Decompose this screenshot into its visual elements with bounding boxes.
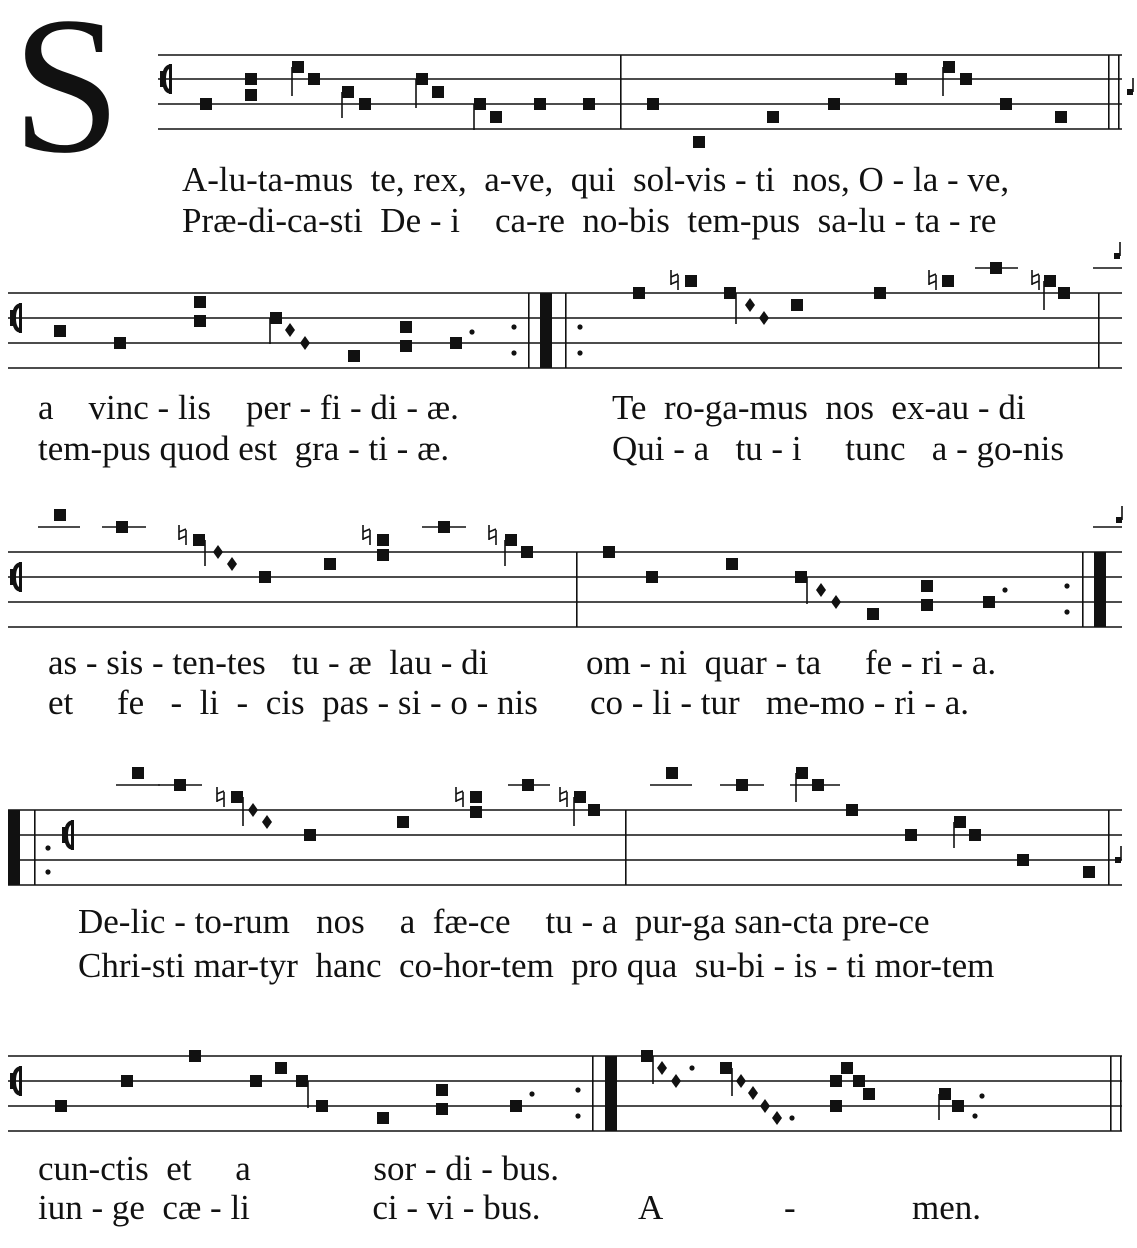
punctum [693, 136, 705, 148]
rhombus [736, 1074, 746, 1088]
punctum [397, 816, 409, 828]
punctum [830, 1100, 842, 1112]
punctum [377, 534, 389, 546]
punctum [436, 1103, 448, 1115]
c-clef-stem [19, 1066, 22, 1096]
bar-line [8, 810, 20, 885]
mora-dot [1002, 587, 1007, 592]
punctum [603, 546, 615, 558]
lyric-line-1-verse-2: Præ-di-ca-sti De - i ca-re no-bis tem-pus sa-lu - ta - re [182, 201, 997, 240]
c-clef-stem [169, 64, 172, 94]
rhombus [745, 298, 755, 312]
mora-dot [45, 845, 50, 850]
mora-dot [469, 329, 474, 334]
punctum [231, 791, 243, 803]
punctum [942, 275, 954, 287]
c-clef-stem [19, 562, 22, 592]
punctum [470, 791, 482, 803]
rhombus [831, 595, 841, 609]
punctum [1083, 866, 1095, 878]
punctum [474, 98, 486, 110]
punctum [895, 73, 907, 85]
punctum [846, 804, 858, 816]
mora-dot [529, 1091, 534, 1096]
bar-line [605, 1056, 617, 1131]
bar-line [1110, 1056, 1112, 1131]
punctum [189, 1050, 201, 1062]
punctum [874, 287, 886, 299]
punctum [828, 98, 840, 110]
punctum [767, 111, 779, 123]
punctum [470, 806, 482, 818]
punctum [450, 337, 462, 349]
punctum [245, 89, 257, 101]
punctum [121, 1075, 133, 1087]
lyric-line-3a-verse-1: as - sis - ten-tes tu - æ lau - di [48, 643, 489, 682]
lyric-line-3a-verse-2: et fe - li - cis pas - si - o - nis [48, 683, 538, 722]
bar-line [625, 810, 627, 885]
natural-sign [489, 525, 496, 545]
punctum [921, 599, 933, 611]
punctum [1044, 275, 1056, 287]
natural-sign [456, 787, 463, 807]
rhombus [671, 1074, 681, 1088]
punctum [296, 1075, 308, 1087]
rhombus [748, 1086, 758, 1100]
punctum [359, 98, 371, 110]
punctum [342, 86, 354, 98]
punctum [812, 779, 824, 791]
initial-letter: S [12, 0, 122, 194]
mora-dot [972, 1113, 977, 1118]
punctum [522, 779, 534, 791]
mora-dot [511, 324, 516, 329]
rhombus [772, 1111, 782, 1125]
punctum [432, 86, 444, 98]
punctum [505, 534, 517, 546]
punctum [259, 571, 271, 583]
punctum [791, 299, 803, 311]
punctum [960, 73, 972, 85]
punctum [174, 779, 186, 791]
punctum [720, 1062, 732, 1074]
c-clef-stem [71, 820, 74, 850]
punctum [348, 350, 360, 362]
natural-sign [671, 270, 678, 290]
rhombus [227, 557, 237, 571]
bar-line [528, 293, 530, 368]
natural-sign [929, 270, 936, 290]
bar-line [1082, 552, 1084, 627]
natural-sign [217, 787, 224, 807]
punctum [324, 558, 336, 570]
punctum [863, 1088, 875, 1100]
mora-dot [575, 1087, 580, 1092]
bar-line [34, 810, 36, 885]
rhombus [213, 545, 223, 559]
punctum [990, 262, 1002, 274]
amen-syllable-men: men. [912, 1188, 982, 1227]
rhombus [248, 803, 258, 817]
bar-line [592, 1056, 594, 1131]
mora-dot [1064, 609, 1069, 614]
punctum [939, 1088, 951, 1100]
punctum [250, 1075, 262, 1087]
punctum [952, 1100, 964, 1112]
punctum [521, 546, 533, 558]
natural-sign [363, 525, 370, 545]
punctum [304, 829, 316, 841]
punctum [416, 73, 428, 85]
mora-dot [577, 324, 582, 329]
bar-line [576, 552, 578, 627]
punctum [400, 321, 412, 333]
punctum [245, 73, 257, 85]
punctum [1058, 287, 1070, 299]
punctum [194, 296, 206, 308]
natural-sign [1032, 270, 1039, 290]
punctum [983, 596, 995, 608]
punctum [54, 509, 66, 521]
bar-line [1094, 552, 1106, 627]
bar-line [1118, 55, 1120, 129]
punctum [316, 1100, 328, 1112]
mora-dot [789, 1115, 794, 1120]
natural-sign [179, 525, 186, 545]
rhombus [657, 1061, 667, 1075]
punctum [867, 608, 879, 620]
custos [1127, 89, 1133, 95]
punctum [943, 61, 955, 73]
punctum [954, 816, 966, 828]
lyric-line-2b-verse-2: Qui - a tu - i tunc a - go-nis [612, 429, 1064, 468]
mora-dot [1064, 583, 1069, 588]
bar-line [540, 293, 552, 368]
lyric-line-2a-verse-2: tem-pus quod est gra - ti - æ. [38, 429, 450, 468]
natural-sign [560, 787, 567, 807]
punctum [795, 571, 807, 583]
punctum [969, 829, 981, 841]
punctum [194, 315, 206, 327]
rhombus [816, 583, 826, 597]
lyric-line-5-verse-1: cun-ctis et a sor - di - bus. [38, 1149, 560, 1188]
bar-line [1108, 55, 1110, 129]
punctum [921, 580, 933, 592]
punctum [292, 61, 304, 73]
punctum [853, 1075, 865, 1087]
mora-dot [577, 350, 582, 355]
bar-line [1108, 810, 1110, 885]
lyric-line-3b-verse-1: om - ni quar - ta fe - ri - a. [586, 643, 997, 682]
punctum [830, 1075, 842, 1087]
amen-hyphen: - [784, 1188, 796, 1227]
punctum [275, 1062, 287, 1074]
punctum [132, 767, 144, 779]
punctum [574, 791, 586, 803]
rhombus [285, 323, 295, 337]
punctum [905, 829, 917, 841]
punctum [583, 98, 595, 110]
custos [1116, 517, 1122, 523]
punctum [436, 1084, 448, 1096]
punctum [736, 779, 748, 791]
lyric-line-3b-verse-2: co - li - tur me-mo - ri - a. [590, 683, 970, 722]
punctum [193, 534, 205, 546]
rhombus [760, 1099, 770, 1113]
punctum [55, 1100, 67, 1112]
punctum [633, 287, 645, 299]
punctum [724, 287, 736, 299]
mora-dot [575, 1113, 580, 1118]
lyric-line-5-verse-2: iun - ge cæ - li ci - vi - bus. [38, 1188, 541, 1227]
punctum [641, 1050, 653, 1062]
mora-dot [689, 1065, 694, 1070]
bar-line [565, 293, 567, 368]
rhombus [759, 311, 769, 325]
punctum [400, 340, 412, 352]
punctum [116, 521, 128, 533]
lyric-line-4-verse-2: Chri-sti mar-tyr hanc co-hor-tem pro qua su-bi - is - ti mor-tem [78, 946, 995, 985]
punctum [534, 98, 546, 110]
rhombus [300, 336, 310, 350]
bar-line [1120, 1056, 1122, 1131]
amen-syllable-a: A [638, 1188, 664, 1227]
punctum [796, 767, 808, 779]
bar-line [620, 55, 622, 129]
punctum [54, 325, 66, 337]
lyric-line-2b-verse-1: Te ro-ga-mus nos ex-au - di [612, 388, 1026, 427]
rhombus [262, 815, 272, 829]
punctum [200, 98, 212, 110]
punctum [114, 337, 126, 349]
punctum [490, 111, 502, 123]
punctum [377, 549, 389, 561]
punctum [666, 767, 678, 779]
punctum [377, 1112, 389, 1124]
punctum [510, 1100, 522, 1112]
custos [1114, 253, 1120, 259]
punctum [647, 98, 659, 110]
punctum [588, 804, 600, 816]
punctum [438, 521, 450, 533]
mora-dot [979, 1093, 984, 1098]
punctum [646, 571, 658, 583]
c-clef-stem [19, 303, 22, 333]
punctum [1000, 98, 1012, 110]
bar-line [1098, 293, 1100, 368]
lyric-line-2a-verse-1: a vinc - lis per - fi - di - æ. [38, 388, 459, 427]
punctum [308, 73, 320, 85]
lyric-line-4-verse-1: De-lic - to-rum nos a fæ-ce tu - a pur-ga san-cta pre-ce [78, 902, 930, 941]
mora-dot [511, 350, 516, 355]
punctum [1017, 854, 1029, 866]
punctum [685, 275, 697, 287]
punctum [841, 1062, 853, 1074]
punctum [726, 558, 738, 570]
punctum [1055, 111, 1067, 123]
lyric-line-1-verse-1: A-lu-ta-mus te, rex, a-ve, qui sol-vis - ti nos, O - la - ve, [182, 160, 1010, 199]
mora-dot [45, 869, 50, 874]
punctum [270, 312, 282, 324]
custos [1115, 857, 1121, 863]
